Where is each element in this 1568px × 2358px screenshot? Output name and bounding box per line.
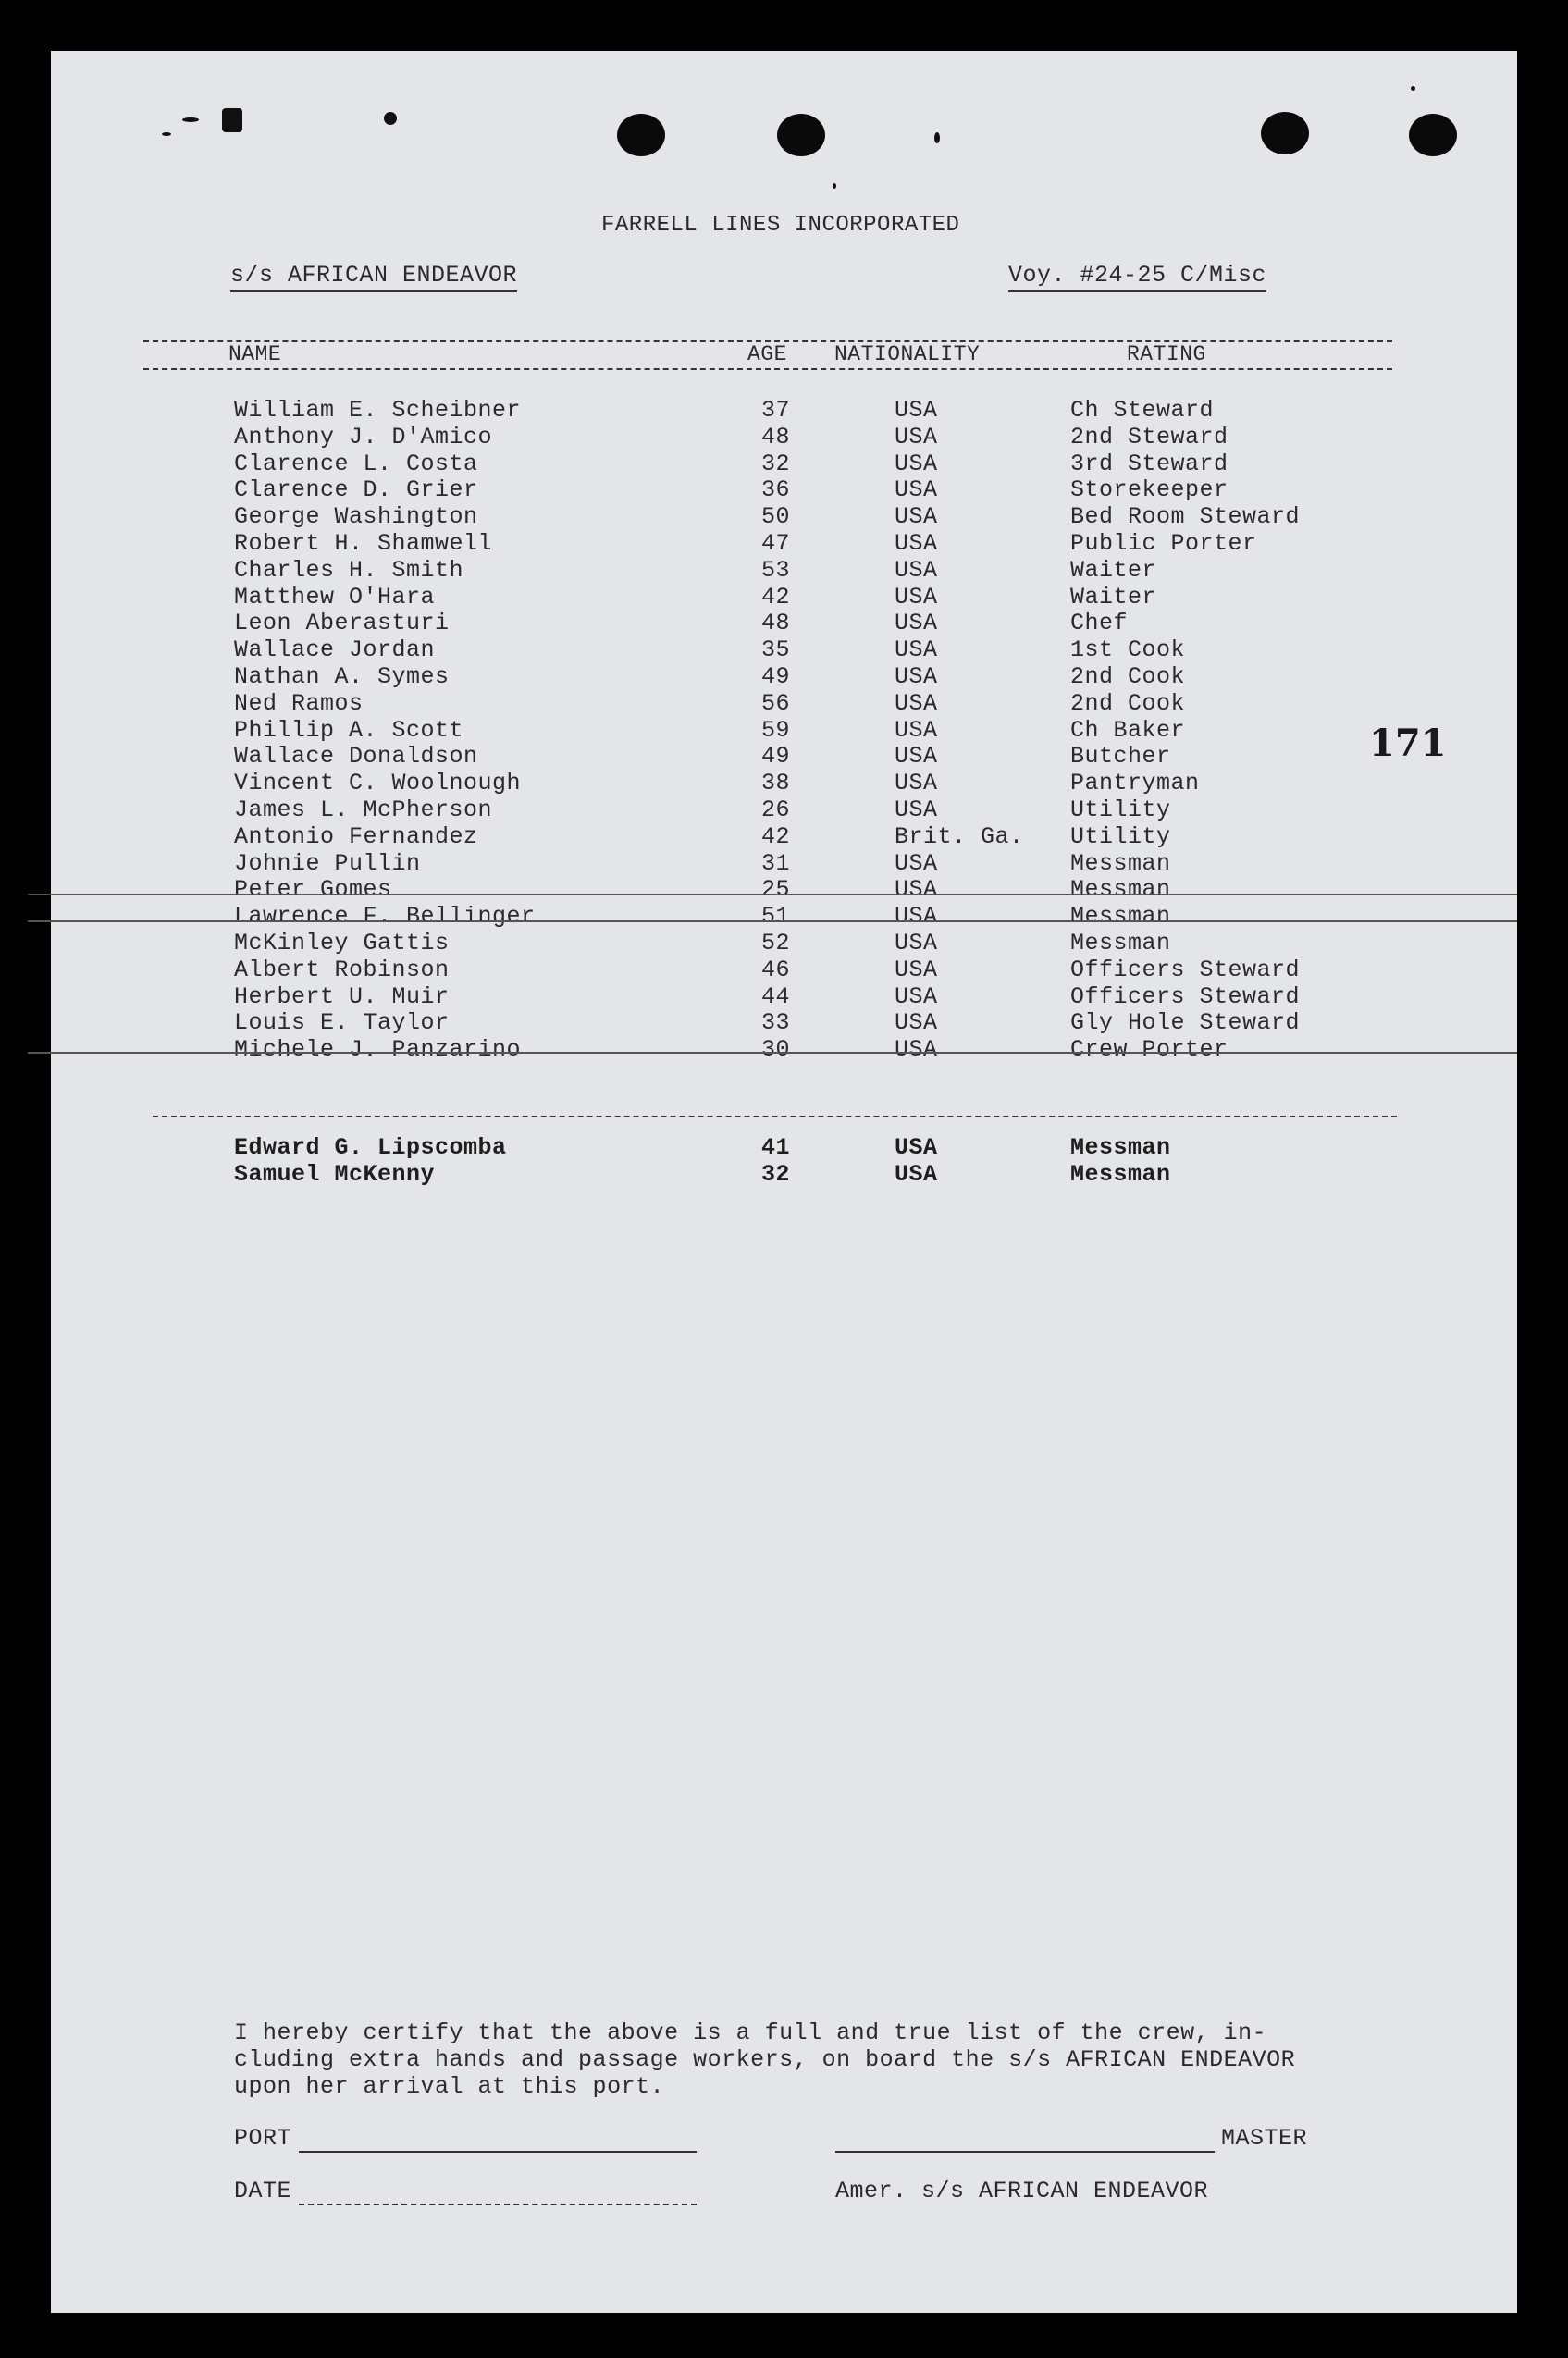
crew-name: Nathan A. Symes (234, 663, 450, 690)
crew-rating: 2nd Steward (1070, 423, 1228, 451)
crew-age: 26 (761, 796, 791, 823)
speck-mark (384, 112, 397, 125)
crew-rating: Gly Hole Steward (1070, 1009, 1301, 1037)
crew-age: 30 (761, 1036, 791, 1064)
crew-rating: Ch Baker (1070, 716, 1186, 744)
crew-age: 37 (761, 397, 791, 424)
crew-name: Leon Aberasturi (234, 610, 450, 637)
section-separator (153, 1116, 1397, 1117)
crew-name: Peter Gomes (234, 876, 392, 904)
crew-rating: Utility (1070, 822, 1171, 850)
crew-nationality: USA (895, 610, 938, 637)
punch-hole-icon (777, 114, 825, 156)
crew-name: Anthony J. D'Amico (234, 423, 493, 451)
crew-rating: Bed Room Steward (1070, 503, 1301, 531)
punch-hole-icon (1409, 114, 1457, 156)
crew-name: George Washington (234, 503, 478, 531)
document-page (51, 51, 1517, 2313)
crew-age: 48 (761, 423, 791, 451)
crew-nationality: USA (895, 503, 938, 531)
crew-nationality: USA (895, 636, 938, 664)
crew-nationality: USA (895, 397, 938, 424)
crew-rating: Chef (1070, 610, 1129, 637)
crew-name: Robert H. Shamwell (234, 530, 493, 557)
certification-line-1: I hereby certify that the above is a full and true list of the crew, in- (234, 2019, 1267, 2046)
crew-name: Edward G. Lipscomba (234, 1134, 507, 1161)
crew-nationality: USA (895, 796, 938, 823)
column-header-age: AGE (747, 342, 787, 366)
port-field-line[interactable] (299, 2151, 697, 2153)
crew-name: Vincent C. Woolnough (234, 770, 522, 797)
crew-name: Ned Ramos (234, 689, 364, 717)
crew-rating: Public Porter (1070, 530, 1257, 557)
crew-nationality: Brit. Ga. (895, 822, 1024, 850)
crew-nationality: USA (895, 1160, 938, 1188)
crew-nationality: USA (895, 743, 938, 771)
port-label: PORT (234, 2125, 292, 2152)
crew-rating: 3rd Steward (1070, 450, 1228, 477)
crew-nationality: USA (895, 689, 938, 717)
crew-rating: Messman (1070, 1134, 1171, 1161)
master-signature-line[interactable] (835, 2151, 1215, 2153)
header-rule-bottom (143, 368, 1392, 370)
strike-line (28, 1052, 1517, 1054)
crew-name: Wallace Donaldson (234, 743, 478, 771)
crew-age: 48 (761, 610, 791, 637)
punch-hole-icon (1261, 112, 1309, 154)
crew-name: McKinley Gattis (234, 930, 450, 957)
crew-nationality: USA (895, 982, 938, 1010)
crew-age: 49 (761, 743, 791, 771)
speck-mark (222, 108, 242, 132)
crew-rating: 2nd Cook (1070, 663, 1186, 690)
crew-nationality: USA (895, 450, 938, 477)
crew-age: 59 (761, 716, 791, 744)
crew-age: 51 (761, 903, 791, 931)
page-number-stamp: 171 (1369, 722, 1447, 765)
crew-nationality: USA (895, 476, 938, 504)
crew-rating: Pantryman (1070, 770, 1200, 797)
crew-age: 53 (761, 556, 791, 584)
crew-name: Matthew O'Hara (234, 583, 436, 611)
crew-nationality: USA (895, 716, 938, 744)
crew-nationality: USA (895, 423, 938, 451)
crew-rating: Messman (1070, 876, 1171, 904)
crew-rating: Crew Porter (1070, 1036, 1228, 1064)
crew-rating: Messman (1070, 930, 1171, 957)
date-field-line[interactable] (299, 2204, 697, 2205)
crew-nationality: USA (895, 956, 938, 983)
strike-line (28, 920, 1517, 922)
crew-nationality: USA (895, 1134, 938, 1161)
crew-name: Phillip A. Scott (234, 716, 464, 744)
crew-nationality: USA (895, 1036, 938, 1064)
crew-rating: Waiter (1070, 556, 1157, 584)
crew-name: James L. McPherson (234, 796, 493, 823)
crew-age: 31 (761, 849, 791, 877)
speck-mark (1411, 86, 1415, 91)
crew-nationality: USA (895, 556, 938, 584)
crew-name: Charles H. Smith (234, 556, 464, 584)
vessel-signature-line: Amer. s/s AFRICAN ENDEAVOR (835, 2178, 1209, 2204)
crew-rating: Officers Steward (1070, 982, 1301, 1010)
crew-name: Michele J. Panzarino (234, 1036, 522, 1064)
crew-rating: Waiter (1070, 583, 1157, 611)
speck-mark (182, 117, 199, 122)
crew-rating: Officers Steward (1070, 956, 1301, 983)
crew-rating: Ch Steward (1070, 397, 1215, 424)
certification-line-2: cluding extra hands and passage workers, on board the s/s AFRICAN ENDEAVOR (234, 2046, 1296, 2073)
crew-age: 52 (761, 930, 791, 957)
crew-age: 32 (761, 1160, 791, 1188)
crew-nationality: USA (895, 663, 938, 690)
column-header-name: NAME (228, 342, 282, 366)
crew-name: Albert Robinson (234, 956, 450, 983)
strike-line (28, 894, 1517, 895)
crew-age: 46 (761, 956, 791, 983)
crew-nationality: USA (895, 583, 938, 611)
company-name: FARRELL LINES INCORPORATED (601, 213, 960, 238)
crew-age: 36 (761, 476, 791, 504)
crew-rating: Messman (1070, 903, 1171, 931)
master-label: MASTER (1221, 2125, 1308, 2152)
crew-nationality: USA (895, 930, 938, 957)
crew-nationality: USA (895, 530, 938, 557)
crew-rating: Butcher (1070, 743, 1171, 771)
date-label: DATE (234, 2178, 292, 2204)
crew-age: 25 (761, 876, 791, 904)
crew-name: Lawrence F. Bellinger (234, 903, 536, 931)
crew-name: Wallace Jordan (234, 636, 436, 664)
crew-rating: Storekeeper (1070, 476, 1228, 504)
crew-name: Antonio Fernandez (234, 822, 478, 850)
column-header-nationality: NATIONALITY (834, 342, 981, 366)
voyage-number: Voy. #24-25 C/Misc (1008, 262, 1266, 292)
crew-rating: 1st Cook (1070, 636, 1186, 664)
crew-age: 38 (761, 770, 791, 797)
crew-age: 33 (761, 1009, 791, 1037)
crew-nationality: USA (895, 770, 938, 797)
certification-line-3: upon her arrival at this port. (234, 2073, 665, 2100)
crew-age: 56 (761, 689, 791, 717)
column-header-rating: RATING (1127, 342, 1206, 366)
speck-mark (162, 132, 171, 136)
crew-nationality: USA (895, 903, 938, 931)
crew-name: Samuel McKenny (234, 1160, 436, 1188)
crew-name: Clarence D. Grier (234, 476, 478, 504)
crew-age: 49 (761, 663, 791, 690)
crew-rating: 2nd Cook (1070, 689, 1186, 717)
crew-name: Clarence L. Costa (234, 450, 478, 477)
speck-mark (833, 183, 836, 189)
crew-rating: Messman (1070, 849, 1171, 877)
crew-age: 35 (761, 636, 791, 664)
vessel-name: s/s AFRICAN ENDEAVOR (230, 262, 517, 292)
crew-age: 41 (761, 1134, 791, 1161)
crew-nationality: USA (895, 1009, 938, 1037)
crew-age: 50 (761, 503, 791, 531)
crew-name: Herbert U. Muir (234, 982, 450, 1010)
crew-age: 47 (761, 530, 791, 557)
crew-rating: Messman (1070, 1160, 1171, 1188)
crew-nationality: USA (895, 849, 938, 877)
crew-name: Johnie Pullin (234, 849, 421, 877)
crew-age: 44 (761, 982, 791, 1010)
punch-hole-icon (617, 114, 665, 156)
crew-age: 42 (761, 822, 791, 850)
crew-age: 42 (761, 583, 791, 611)
crew-name: William E. Scheibner (234, 397, 522, 424)
speck-mark (934, 132, 940, 143)
crew-nationality: USA (895, 876, 938, 904)
crew-age: 32 (761, 450, 791, 477)
crew-rating: Utility (1070, 796, 1171, 823)
crew-name: Louis E. Taylor (234, 1009, 450, 1037)
